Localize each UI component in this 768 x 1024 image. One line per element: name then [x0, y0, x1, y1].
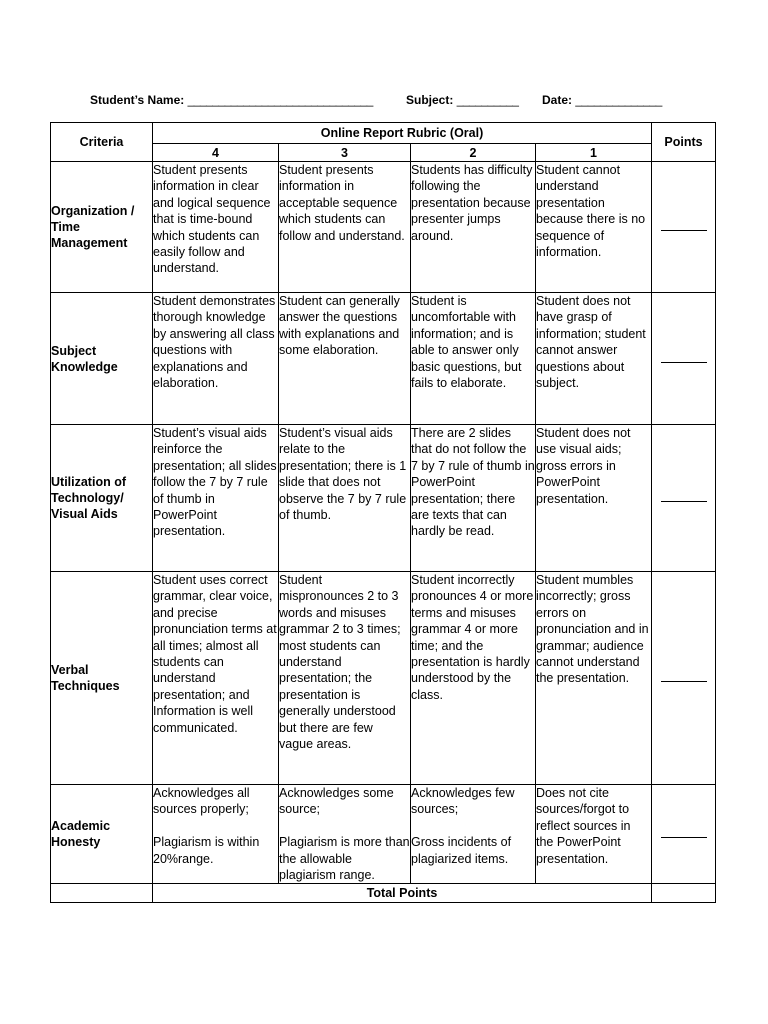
points-header: Points [652, 123, 716, 162]
points-blank[interactable] [661, 681, 707, 682]
descriptor-cell: Student’s visual aids relate to the presentation; there is 1 slide that does not observe the 7 by 7 rule of thumb. [279, 425, 411, 572]
descriptor-cell: Student presents information in acceptable sequence which students can follow and understand. [279, 162, 411, 293]
descriptor-cell: Does not cite sources/forgot to reflect sources in the PowerPoint presentation. [536, 785, 652, 884]
descriptor-cell: Student cannot understand presentation because there is no sequence of information. [536, 162, 652, 293]
total-spacer [51, 884, 153, 903]
descriptor-cell: Acknowledges few sources; Gross incidents of plagiarized items. [411, 785, 536, 884]
table-row [51, 162, 716, 293]
level-header-3: 3 [279, 144, 411, 162]
total-row [51, 884, 716, 903]
descriptor-cell: Student presents information in clear and logical sequence that is time-bound which students can easily follow and understand. [153, 162, 279, 293]
date-field[interactable] [542, 93, 662, 107]
total-points-cell[interactable] [652, 884, 716, 903]
table-row [51, 425, 716, 572]
descriptor-cell: Student does not have grasp of information; student cannot answer questions about subject. [536, 293, 652, 425]
subject-field[interactable] [406, 93, 518, 107]
points-blank[interactable] [661, 501, 707, 502]
descriptor-cell: Acknowledges all sources properly; Plagiarism is within 20%range. [153, 785, 279, 884]
descriptor-cell: Acknowledges some source; Plagiarism is more than the allowable plagiarism range. [279, 786, 410, 883]
total-points-label: Total Points [153, 884, 652, 903]
level-header-1: 1 [536, 144, 652, 162]
descriptor-cell: Student can generally answer the questions with explanations and some elaboration. [279, 293, 411, 425]
rubric-title: Online Report Rubric (Oral) [153, 123, 652, 144]
rubric-table [50, 122, 716, 903]
points-blank[interactable] [661, 230, 707, 231]
descriptor-cell: Student does not use visual aids; gross errors in PowerPoint presentation. [536, 425, 652, 572]
subject-label: Subject: [406, 93, 454, 107]
descriptor-cell: Student demonstrates thorough knowledge by answering all class questions with explanations and elaboration. [153, 293, 279, 425]
level-header-2: 2 [411, 144, 536, 162]
level-header-4: 4 [153, 144, 279, 162]
criteria-subject-knowledge: Subject Knowledge [51, 293, 153, 425]
points-cell[interactable] [652, 293, 716, 425]
criteria-verbal: Verbal Techniques [51, 572, 153, 785]
points-cell[interactable] [652, 425, 716, 572]
descriptor-cell: Student’s visual aids reinforce the presentation; all slides follow the 7 by 7 rule of thumb in PowerPoint presentation. [153, 425, 279, 572]
descriptor-cell: Student uses correct grammar, clear voice, and precise pronunciation terms at all times; almost all students can understand presentation; and Information is well communicated. [153, 572, 279, 785]
criteria-technology: Utilization of Technology/ Visual Aids [51, 425, 153, 572]
student-info-header [90, 93, 690, 111]
student-name-label: Student’s Name: [90, 93, 185, 107]
table-row [51, 293, 716, 425]
student-name-blank[interactable]: ______________________________ [187, 93, 373, 107]
points-cell[interactable] [652, 785, 716, 884]
descriptor-cell: Student incorrectly pronounces 4 or more terms and misuses grammar 4 or more time; and the presentation is hardly understood by the class. [411, 572, 536, 785]
descriptor-cell: There are 2 slides that do not follow the 7 by 7 rule of thumb in PowerPoint presentation; there are texts that can hardly be read. [411, 425, 536, 572]
descriptor-cell: Students has difficulty following the presentation because presenter jumps around. [411, 162, 536, 293]
table-row [51, 572, 716, 785]
criteria-header: Criteria [51, 123, 153, 162]
descriptor-cell: Student mispronounces 2 to 3 words and misuses grammar 2 to 3 times; most students can understand presentation; the presentation is generally understood but there are few vague areas. [279, 572, 411, 785]
descriptor-cell: Student is uncomfortable with information; and is able to answer only basic questions, but fails to elaborate. [411, 293, 536, 425]
subject-blank[interactable]: __________ [456, 93, 519, 107]
points-cell[interactable] [652, 572, 716, 785]
criteria-organization: Organization / Time Management [51, 162, 153, 293]
points-blank[interactable] [661, 362, 707, 363]
points-blank[interactable] [661, 837, 707, 838]
student-name-field[interactable] [90, 93, 373, 107]
date-blank[interactable]: ______________ [575, 93, 662, 107]
descriptor-cell: Student mumbles incorrectly; gross errors on pronunciation and in grammar; audience cannot understand the presentation. [536, 572, 652, 785]
points-cell[interactable] [652, 162, 716, 293]
criteria-academic-honesty: Academic Honesty [51, 785, 153, 884]
table-row [51, 785, 716, 884]
date-label: Date: [542, 93, 573, 107]
